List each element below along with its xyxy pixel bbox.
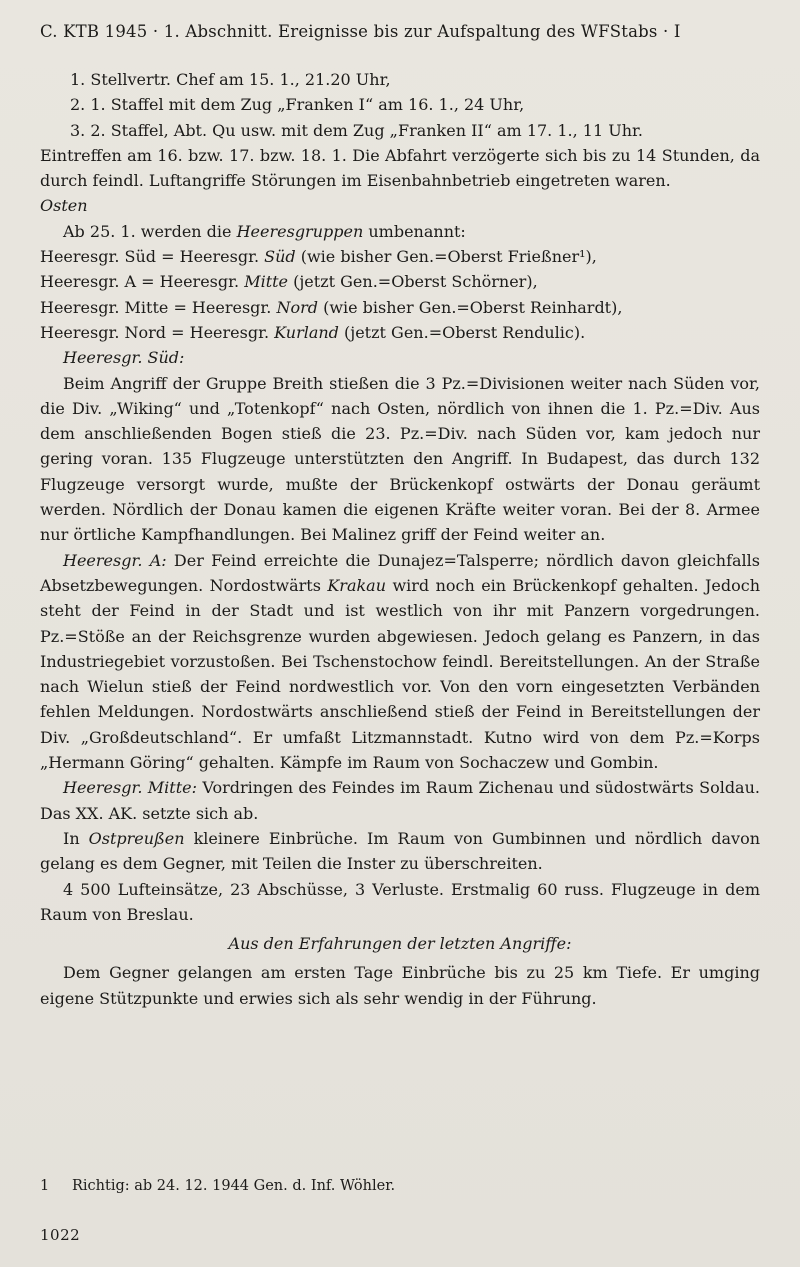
rename-old: Heeresgr. Süd = Heeresgr. <box>40 247 265 267</box>
heeresgr-a-paragraph <box>40 548 760 776</box>
place-ostpreussen: Ostpreußen <box>88 828 185 848</box>
transport-list-item: 1. Stellvertr. Chef am 15. 1., 21.20 Uhr, <box>70 70 391 89</box>
footnote-number: 1 <box>40 1178 50 1194</box>
rename-note: (jetzt Gen.=Oberst Rendulic). <box>338 322 586 342</box>
rename-row <box>40 295 760 320</box>
rename-old: Heeresgr. A = Heeresgr. <box>40 272 245 292</box>
experience-heading: Aus den Erfahrungen der letzten Angriffe: <box>228 934 572 954</box>
rename-intro-italic: Heeresgruppen <box>236 221 364 241</box>
sued-paragraph: Beim Angriff der Gruppe Breith stießen die 3 Pz.=Divisionen weiter nach Süden vor, die Div. „Wiking“ und „Totenkopf“ nach Osten, nördlich von ihnen die 1. Pz.=Div. Aus dem anschließenden Bogen stieß die 23. Pz.=Div. nach Süden vor, kam jedoch nur gering voran. 135 Flugzeuge unterstützten den Angriff. In Budapest, das durch 132 Flugzeuge versorgt wurde, mußte der Brückenkopf ostwärts der Donau geräumt werden. Nördlich der Donau kamen die eigenen Kräfte weiter voran. Bei der 8. Armee nur örtliche Kampfhandlungen. Bei Malinez griff der Feind weiter an. <box>40 373 760 545</box>
rename-new: Mitte <box>244 272 289 292</box>
transport-list-item: 3. 2. Staffel, Abt. Qu usw. mit dem Zug „Franken II“ am 17. 1., 11 Uhr. <box>70 120 643 140</box>
ostpreussen-paragraph <box>40 826 760 877</box>
footnote <box>40 1178 760 1194</box>
heeresgr-a-label: Heeresgr. A: <box>63 550 167 570</box>
experience-paragraph: Dem Gegner gelangen am ersten Tage Einbrüche bis zu 25 km Tiefe. Er umging eigene Stützpunkte und erwies sich als sehr wendig in der Führung. <box>40 963 760 1008</box>
running-header: C. KTB 1945 · 1. Abschnitt. Ereignisse bis zur Aufspaltung des WFStabs · I <box>40 22 681 41</box>
heeresgr-mitte-paragraph <box>40 775 760 826</box>
page-number: 1022 <box>40 1226 81 1244</box>
rename-row <box>40 269 760 294</box>
rename-intro <box>40 219 760 244</box>
rename-note: (jetzt Gen.=Oberst Schörner), <box>288 272 538 292</box>
heeresgr-mitte-label: Heeresgr. Mitte: <box>63 778 198 798</box>
rename-intro-suffix: umbenannt: <box>363 221 466 241</box>
rename-new: Nord <box>276 297 318 317</box>
main-text <box>40 67 760 1011</box>
ostpreussen-prefix: In <box>63 828 89 848</box>
rename-old: Heeresgr. Nord = Heeresgr. <box>40 322 275 342</box>
luftwaffe-paragraph: 4 500 Lufteinsätze, 23 Abschüsse, 3 Verluste. Erstmalig 60 russ. Flugzeuge in dem Raum von Breslau. <box>40 879 760 924</box>
rename-note: (wie bisher Gen.=Oberst Frießner¹), <box>295 247 597 267</box>
rename-new: Kurland <box>274 322 339 342</box>
heeresgr-mitte-text: Vordringen des Feindes im Raum Zichenau und südostwärts Soldau. Das XX. AK. setzte sich ab. <box>40 778 760 823</box>
ostpreussen-text: kleinere Einbrüche. Im Raum von Gumbinnen und nördlich davon gelang es dem Gegner, mit Teilen die Inster zu überschreiten. <box>40 828 760 874</box>
heeresgr-a-text-1: Der Feind erreichte die Dunajez=Talsperre; nördlich davon gleichfalls Absetzbewegungen. Nordostwärts <box>40 550 761 595</box>
transport-list-item: 2. 1. Staffel mit dem Zug „Franken I“ am 16. 1., 24 Uhr, <box>70 95 525 115</box>
place-krakau: Krakau <box>327 575 387 595</box>
rename-row <box>40 244 760 269</box>
heeresgr-a-text-2: wird noch ein Brückenkopf gehalten. Jedoch steht der Feind in der Stadt und ist westlich von ihr mit Panzern vorgedrungen. Pz.=Stöße an der Reichsgrenze wurden abgewiesen. Jedoch gelang es Panzern, in das Industriegebiet vorzustoßen. Bei Tschenstochow feindl. Bereitstellungen. An der Straße nach Wielun stieß der Feind nordwestlich vor. Von den vorn eingesetzten Verbänden fehlen Meldungen. Nordostwärts anschließend stieß der Feind in Bereitstellungen der Div. „Großdeutschland“. Er umfaßt Litzmannstadt. Kutno wird von dem Pz.=Korps „Hermann Göring“ gehalten. Kämpfe im Raum von Sochaczew und Gombin. <box>40 575 760 773</box>
rename-old: Heeresgr. Mitte = Heeresgr. <box>40 297 277 317</box>
rename-new: Süd <box>264 247 296 267</box>
section-heading-osten: Osten <box>40 196 88 216</box>
heading-heeresgr-sued: Heeresgr. Süd: <box>63 348 185 368</box>
rename-row <box>40 320 760 345</box>
footnote-text: Richtig: ab 24. 12. 1944 Gen. d. Inf. Wöhler. <box>72 1178 396 1194</box>
arrival-paragraph: Eintreffen am 16. bzw. 17. bzw. 18. 1. Die Abfahrt verzögerte sich bis zu 14 Stunden, da durch feindl. Luftangriffe Störungen im Eisenbahnbetrieb eingetreten waren. <box>40 145 760 191</box>
rename-intro-prefix: Ab 25. 1. werden die <box>63 221 237 241</box>
rename-note: (wie bisher Gen.=Oberst Reinhardt), <box>317 297 623 317</box>
